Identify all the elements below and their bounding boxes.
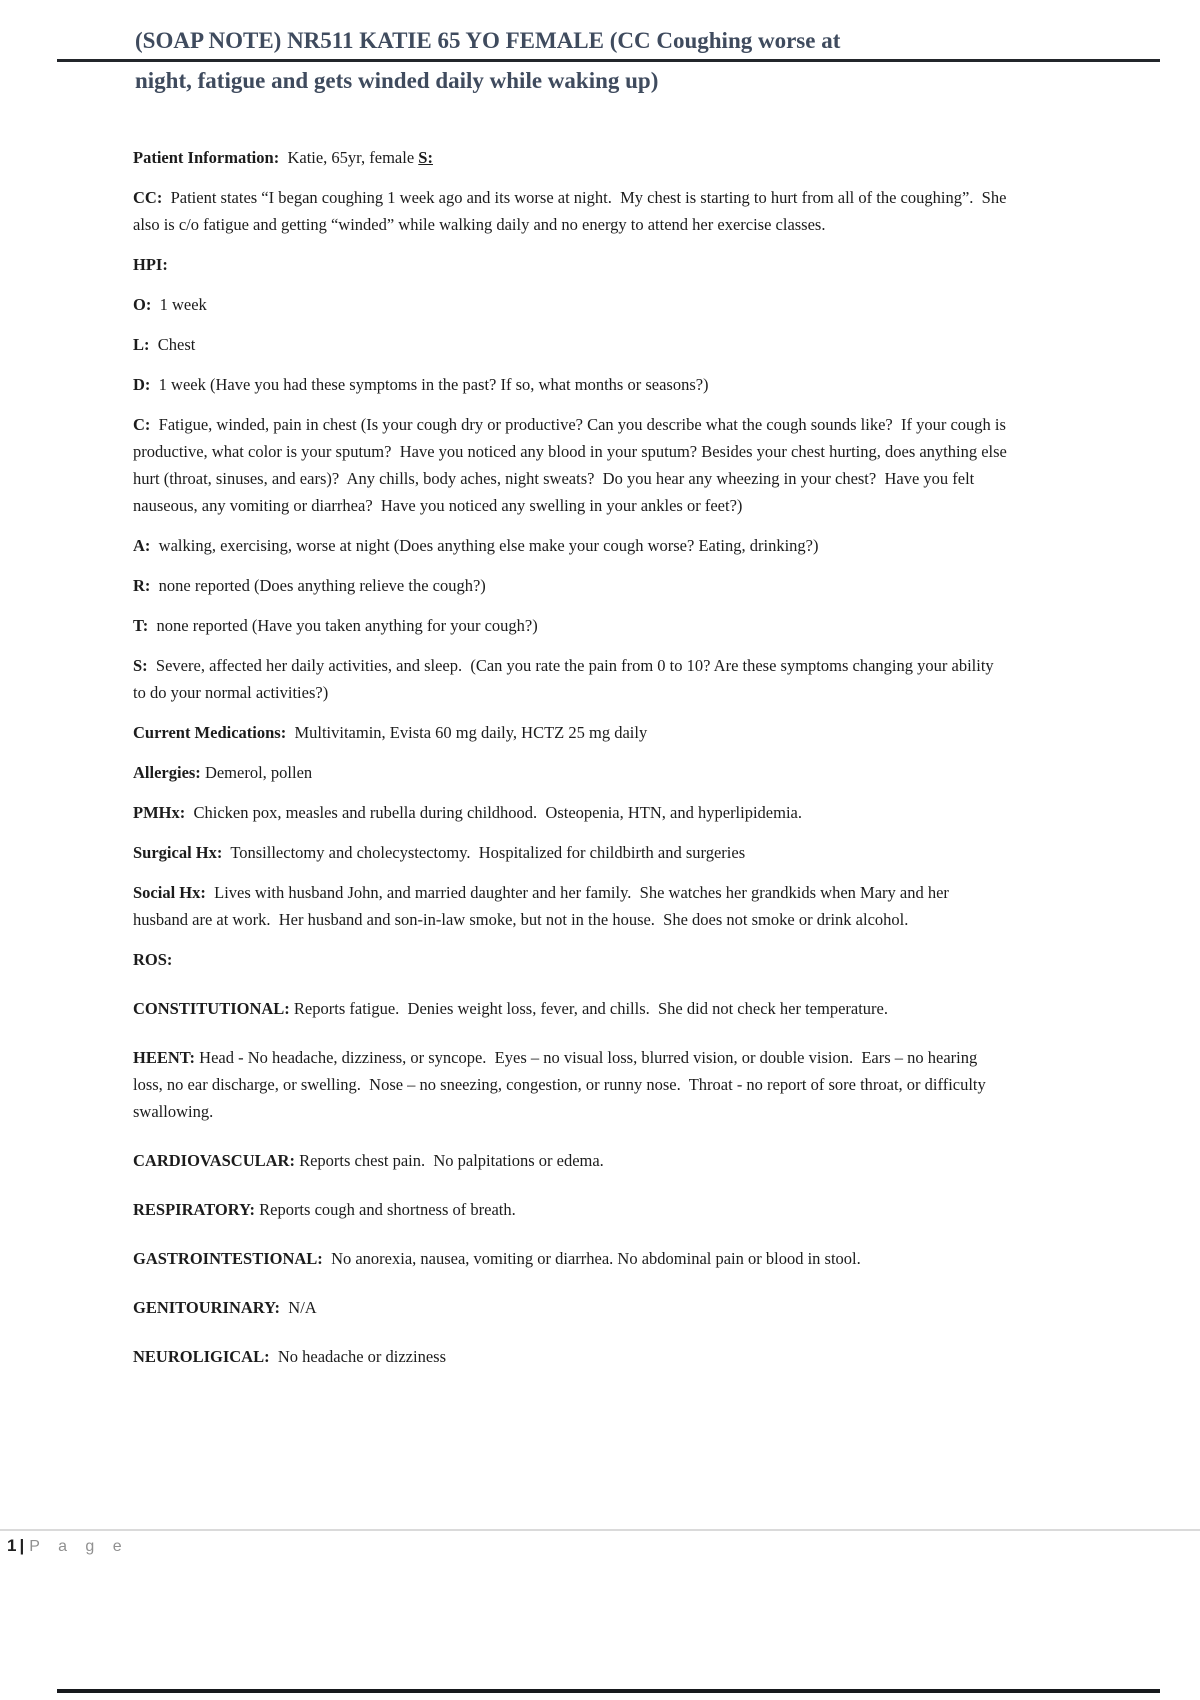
section-text: Lives with husband John, and married daughter and her family. She watches her grandkids when Mary and her husband are at work. Her husband and son-in-law smoke, but not in the house. She does not smoke or drink alcohol. <box>133 883 954 929</box>
para-treatment <box>133 612 1008 639</box>
document-title-line2: night, fatigue and gets winded daily while waking up) <box>135 68 659 93</box>
para-neurological <box>133 1343 1008 1370</box>
para-duration <box>133 371 1008 398</box>
para-genitourinary <box>133 1294 1008 1321</box>
section-label: Allergies: <box>133 763 201 782</box>
section-text: Chicken pox, measles and rubella during childhood. Osteopenia, HTN, and hyperlipidemia. <box>185 803 803 822</box>
section-text: none reported (Have you taken anything for your cough?) <box>148 616 538 635</box>
page-footer <box>7 1536 129 1556</box>
document-title-line1: (SOAP NOTE) NR511 KATIE 65 YO FEMALE (CC Coughing worse at <box>135 28 841 53</box>
para-constitutional <box>133 995 1008 1022</box>
para-relieving <box>133 572 1008 599</box>
section-label: Surgical Hx: <box>133 843 223 862</box>
para-gastrointestinal <box>133 1245 1008 1272</box>
section-label: PMHx: <box>133 803 186 822</box>
section-text: walking, exercising, worse at night (Does anything else make your cough worse? Eating, drinking?) <box>150 536 819 555</box>
section-label: ROS: <box>133 950 173 969</box>
section-text: N/A <box>280 1298 317 1317</box>
para-ros <box>133 946 1008 973</box>
section-label: Patient Information: <box>133 148 280 167</box>
section-label: D: <box>133 375 151 394</box>
para-hpi <box>133 251 1008 278</box>
next-page-top-border <box>57 1689 1160 1693</box>
footer-divider <box>0 1529 1200 1531</box>
section-text: Severe, affected her daily activities, and sleep. (Can you rate the pain from 0 to 10? Are these symptoms changing your ability to do your normal activities?) <box>133 656 998 702</box>
section-text: Demerol, pollen <box>200 763 313 782</box>
section-label: CC: <box>133 188 163 207</box>
section-label: CONSTITUTIONAL: <box>133 999 290 1018</box>
section-label: GENITOURINARY: <box>133 1298 281 1317</box>
para-cardiovascular <box>133 1147 1008 1174</box>
section-label: HEENT: <box>133 1048 196 1067</box>
para-heent <box>133 1044 1008 1125</box>
para-pmhx <box>133 799 1008 826</box>
para-cc <box>133 184 1011 238</box>
section-label: GASTROINTESTIONAL: <box>133 1249 323 1268</box>
section-label: S: <box>133 656 148 675</box>
page-number: 1 <box>7 1536 17 1555</box>
para-respiratory <box>133 1196 1008 1223</box>
para-characteristics <box>133 411 1012 519</box>
section-label: RESPIRATORY: <box>133 1200 255 1219</box>
section-label: L: <box>133 335 150 354</box>
section-text: 1 week (Have you had these symptoms in the past? If so, what months or seasons?) <box>150 375 709 394</box>
para-location <box>133 331 1008 358</box>
title-underline <box>57 24 1160 62</box>
section-text: Reports chest pain. No palpitations or edema. <box>294 1151 604 1170</box>
section-text: Reports cough and shortness of breath. <box>254 1200 516 1219</box>
section-suffix-underlined: S: <box>418 148 433 167</box>
section-text: Multivitamin, Evista 60 mg daily, HCTZ 25 mg daily <box>286 723 648 742</box>
para-social-hx <box>133 879 1008 933</box>
section-text: Fatigue, winded, pain in chest (Is your cough dry or productive? Can you describe what the cough sounds like? If your cough is productive, what color is your sputum? Have you noticed any blood in your sputum? Besides your chest hurting, does anything else hurt (throat, sinuses, and ears)? Any chills, body aches, night sweats? Do you hear any wheezing in your chest? Have you felt nauseous, any vomiting or diarrhea? Have you noticed any swelling in your ankles or feet?) <box>133 415 1012 515</box>
document-body <box>133 144 1012 1370</box>
section-text: none reported (Does anything relieve the cough?) <box>150 576 486 595</box>
para-onset <box>133 291 1008 318</box>
section-text: 1 week <box>151 295 207 314</box>
para-severity <box>133 652 1008 706</box>
section-text: Patient states “I began coughing 1 week ago and its worse at night. My chest is starting to hurt from all of the coughing”. She also is c/o fatigue and getting “winded” while walking daily and no energy to attend her exercise classes. <box>133 188 1011 234</box>
section-label: O: <box>133 295 152 314</box>
section-label: R: <box>133 576 151 595</box>
section-label: A: <box>133 536 151 555</box>
section-text: Head - No headache, dizziness, or syncope. Eyes – no visual loss, blurred vision, or double vision. Ears – no hearing loss, no ear discharge, or swelling. Nose – no sneezing, congestion, or runny nose. Throat - no report of sore throat, or difficulty swallowing. <box>133 1048 990 1121</box>
section-text: No headache or dizziness <box>269 1347 446 1366</box>
para-aggravating <box>133 532 1008 559</box>
document-header <box>0 0 1200 100</box>
para-current-medications <box>133 719 1008 746</box>
page-label: P a g e <box>29 1538 129 1555</box>
section-text: Katie, 65yr, female <box>279 148 419 167</box>
footer-separator: | <box>19 1536 25 1555</box>
para-patient-information <box>133 144 1008 171</box>
section-label: NEUROLIGICAL: <box>133 1347 270 1366</box>
section-text: Chest <box>149 335 196 354</box>
section-label: CARDIOVASCULAR: <box>133 1151 295 1170</box>
section-label: C: <box>133 415 151 434</box>
section-label: Current Medications: <box>133 723 287 742</box>
para-surgical-hx <box>133 839 1008 866</box>
para-allergies <box>133 759 1008 786</box>
section-label: HPI: <box>133 255 168 274</box>
section-label: Social Hx: <box>133 883 206 902</box>
section-text: Reports fatigue. Denies weight loss, fever, and chills. She did not check her temperature. <box>289 999 889 1018</box>
section-label: T: <box>133 616 149 635</box>
section-text: Tonsillectomy and cholecystectomy. Hospitalized for childbirth and surgeries <box>222 843 746 862</box>
section-text: No anorexia, nausea, vomiting or diarrhea. No abdominal pain or blood in stool. <box>322 1249 861 1268</box>
